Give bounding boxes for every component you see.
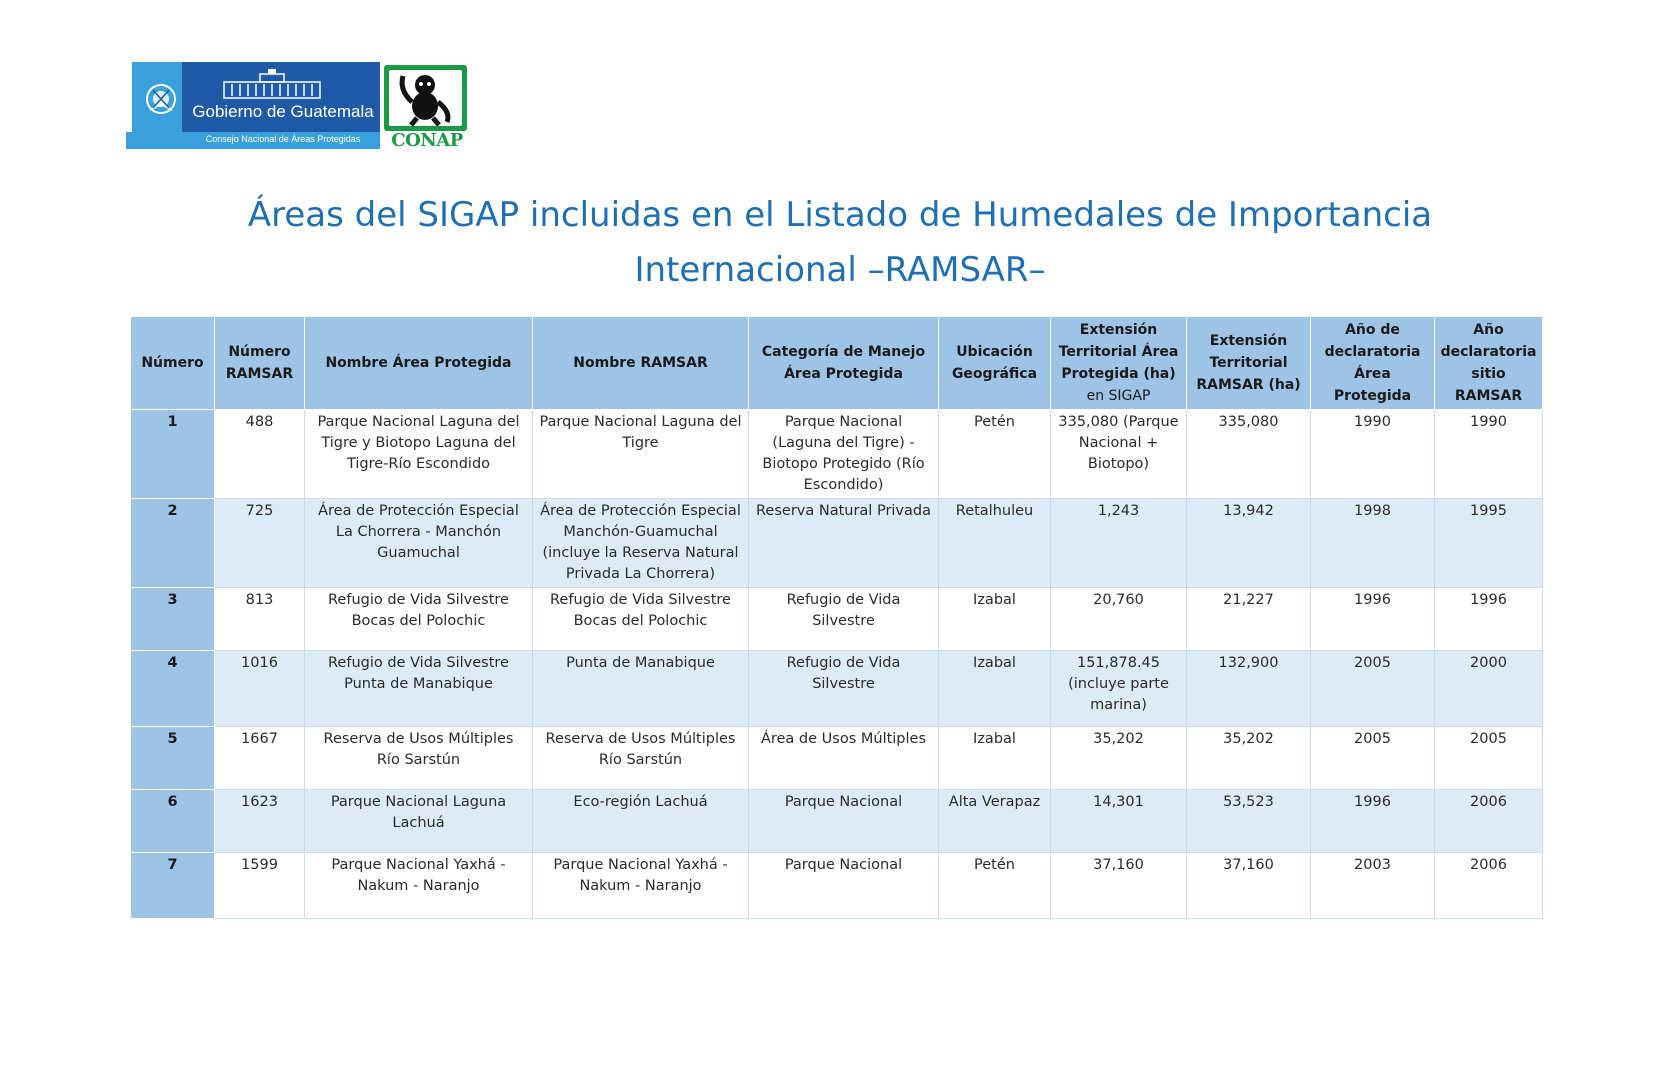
cell-nombre-ramsar: Parque Nacional Laguna del Tigre xyxy=(533,410,749,499)
cell-ubicacion: Petén xyxy=(939,853,1051,919)
cell-numero-ramsar: 488 xyxy=(215,410,305,499)
guatemala-coat-of-arms-icon xyxy=(144,80,178,118)
table-row xyxy=(131,853,1543,919)
cell-numero-ramsar: 1016 xyxy=(215,651,305,727)
cell-categoria: Parque Nacional xyxy=(749,790,939,853)
cell-anio-ramsar: 2005 xyxy=(1435,727,1543,790)
conap-logo xyxy=(384,65,467,131)
cell-numero-ramsar: 813 xyxy=(215,588,305,651)
cell-anio-ramsar: 1996 xyxy=(1435,588,1543,651)
header-extension-ramsar: Extensión Territorial RAMSAR (ha) xyxy=(1187,317,1311,410)
cell-ubicacion: Izabal xyxy=(939,651,1051,727)
cell-extension-area: 37,160 xyxy=(1051,853,1187,919)
cell-ubicacion: Retalhuleu xyxy=(939,499,1051,588)
page-title xyxy=(150,188,1530,298)
cell-anio-area: 1998 xyxy=(1311,499,1435,588)
cell-numero-ramsar: 1667 xyxy=(215,727,305,790)
cell-anio-ramsar: 1995 xyxy=(1435,499,1543,588)
cell-categoria: Refugio de Vida Silvestre xyxy=(749,588,939,651)
cell-nombre-area: Parque Nacional Laguna Lachuá xyxy=(305,790,533,853)
cell-nombre-ramsar: Refugio de Vida Silvestre Bocas del Polochic xyxy=(533,588,749,651)
cell-extension-area: 14,301 xyxy=(1051,790,1187,853)
cell-extension-ramsar: 35,202 xyxy=(1187,727,1311,790)
table-row xyxy=(131,499,1543,588)
header-extension-area-note: en SIGAP xyxy=(1086,388,1151,404)
table-row xyxy=(131,790,1543,853)
cell-anio-area: 2005 xyxy=(1311,727,1435,790)
table-body xyxy=(131,410,1543,919)
cell-extension-area: 20,760 xyxy=(1051,588,1187,651)
cell-numero-ramsar: 725 xyxy=(215,499,305,588)
cell-nombre-ramsar: Área de Protección Especial Manchón-Guamuchal (incluye la Reserva Natural Privada La Chorrera) xyxy=(533,499,749,588)
cell-anio-area: 1996 xyxy=(1311,588,1435,651)
cell-numero: 4 xyxy=(131,651,215,727)
cell-nombre-ramsar: Reserva de Usos Múltiples Río Sarstún xyxy=(533,727,749,790)
cell-extension-area: 335,080 (Parque Nacional + Biotopo) xyxy=(1051,410,1187,499)
ramsar-table xyxy=(130,316,1543,919)
council-name: Consejo Nacional de Áreas Protegidas xyxy=(205,134,361,144)
header-extension-area-label: Extensión Territorial Área Protegida (ha) xyxy=(1058,322,1179,382)
cell-anio-ramsar: 2006 xyxy=(1435,790,1543,853)
cell-numero: 3 xyxy=(131,588,215,651)
cell-extension-ramsar: 132,900 xyxy=(1187,651,1311,727)
cell-categoria: Reserva Natural Privada xyxy=(749,499,939,588)
national-palace-icon xyxy=(222,68,322,100)
cell-extension-area: 35,202 xyxy=(1051,727,1187,790)
cell-nombre-area: Parque Nacional Laguna del Tigre y Biotopo Laguna del Tigre-Río Escondido xyxy=(305,410,533,499)
cell-ubicacion: Petén xyxy=(939,410,1051,499)
cell-extension-ramsar: 37,160 xyxy=(1187,853,1311,919)
cell-numero: 1 xyxy=(131,410,215,499)
header-categoria: Categoría de Manejo Área Protegida xyxy=(749,317,939,410)
government-logo xyxy=(126,62,380,149)
cell-ubicacion: Alta Verapaz xyxy=(939,790,1051,853)
cell-extension-ramsar: 53,523 xyxy=(1187,790,1311,853)
cell-nombre-area: Área de Protección Especial La Chorrera - Manchón Guamuchal xyxy=(305,499,533,588)
cell-nombre-area: Parque Nacional Yaxhá - Nakum - Naranjo xyxy=(305,853,533,919)
header-anio-area: Año de declaratoria Área Protegida xyxy=(1311,317,1435,410)
cell-categoria: Área de Usos Múltiples xyxy=(749,727,939,790)
monkey-icon xyxy=(389,70,462,126)
cell-nombre-ramsar: Punta de Manabique xyxy=(533,651,749,727)
header-extension-area xyxy=(1051,317,1187,410)
table-row xyxy=(131,410,1543,499)
header-anio-ramsar: Año declaratoria sitio RAMSAR xyxy=(1435,317,1543,410)
cell-anio-area: 2005 xyxy=(1311,651,1435,727)
title-line-1: Áreas del SIGAP incluidas en el Listado de Humedales de Importancia xyxy=(247,195,1433,235)
cell-extension-area: 151,878.45 (incluye parte marina) xyxy=(1051,651,1187,727)
cell-extension-ramsar: 21,227 xyxy=(1187,588,1311,651)
header-ubicacion: Ubicación Geográfica xyxy=(939,317,1051,410)
government-name: Gobierno de Guatemala xyxy=(192,102,374,121)
header-nombre-ramsar: Nombre RAMSAR xyxy=(533,317,749,410)
cell-nombre-ramsar: Eco-región Lachuá xyxy=(533,790,749,853)
table-header-row xyxy=(131,317,1543,410)
cell-categoria: Refugio de Vida Silvestre xyxy=(749,651,939,727)
cell-numero: 7 xyxy=(131,853,215,919)
header-numero-ramsar: Número RAMSAR xyxy=(215,317,305,410)
cell-nombre-area: Refugio de Vida Silvestre Punta de Manabique xyxy=(305,651,533,727)
cell-anio-ramsar: 1990 xyxy=(1435,410,1543,499)
cell-numero: 5 xyxy=(131,727,215,790)
cell-extension-ramsar: 13,942 xyxy=(1187,499,1311,588)
table-row xyxy=(131,588,1543,651)
table-row xyxy=(131,651,1543,727)
header-numero: Número xyxy=(131,317,215,410)
cell-anio-area: 1996 xyxy=(1311,790,1435,853)
cell-anio-area: 1990 xyxy=(1311,410,1435,499)
cell-numero: 2 xyxy=(131,499,215,588)
cell-nombre-area: Reserva de Usos Múltiples Río Sarstún xyxy=(305,727,533,790)
cell-numero: 6 xyxy=(131,790,215,853)
cell-ubicacion: Izabal xyxy=(939,588,1051,651)
header-logos xyxy=(126,62,471,151)
cell-anio-ramsar: 2000 xyxy=(1435,651,1543,727)
table-row xyxy=(131,727,1543,790)
header-nombre-area: Nombre Área Protegida xyxy=(305,317,533,410)
cell-anio-ramsar: 2006 xyxy=(1435,853,1543,919)
cell-extension-area: 1,243 xyxy=(1051,499,1187,588)
cell-categoria: Parque Nacional (Laguna del Tigre) - Biotopo Protegido (Río Escondido) xyxy=(749,410,939,499)
conap-acronym: CONAP xyxy=(391,130,463,151)
title-line-2: Internacional –RAMSAR– xyxy=(634,250,1046,290)
cell-numero-ramsar: 1599 xyxy=(215,853,305,919)
cell-categoria: Parque Nacional xyxy=(749,853,939,919)
cell-anio-area: 2003 xyxy=(1311,853,1435,919)
cell-nombre-area: Refugio de Vida Silvestre Bocas del Polochic xyxy=(305,588,533,651)
cell-extension-ramsar: 335,080 xyxy=(1187,410,1311,499)
cell-ubicacion: Izabal xyxy=(939,727,1051,790)
cell-nombre-ramsar: Parque Nacional Yaxhá - Nakum - Naranjo xyxy=(533,853,749,919)
cell-numero-ramsar: 1623 xyxy=(215,790,305,853)
